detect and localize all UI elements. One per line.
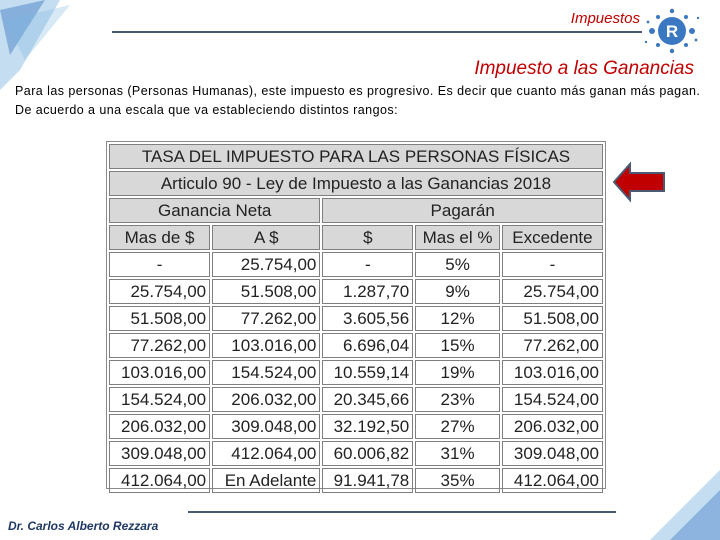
table-cell: 25.754,00 (109, 279, 210, 304)
table-cell: 309.048,00 (212, 414, 320, 439)
table-cell: 154.524,00 (502, 387, 603, 412)
table-cell: 23% (415, 387, 500, 412)
header-divider (112, 31, 642, 33)
logo-icon (640, 4, 704, 58)
table-cell: 51.508,00 (109, 306, 210, 331)
intro-paragraph: Para las personas (Personas Humanas), este impuesto es progresivo. Es decir que cuanto más ganan más pagan. De acuerdo a una escala que va estableciendo distintos rangos: (15, 84, 701, 117)
top-left-decoration (0, 0, 110, 90)
footer-divider (188, 511, 616, 513)
table-cell: 20.345,66 (322, 387, 413, 412)
group-header-pagaran: Pagarán (322, 198, 603, 223)
table-cell: 10.559,14 (322, 360, 413, 385)
table-row (109, 306, 603, 331)
table-row (109, 468, 603, 493)
footer-author: Dr. Carlos Alberto Rezzara (8, 519, 159, 533)
table-cell: 412.064,00 (212, 441, 320, 466)
table-cell: 77.262,00 (109, 333, 210, 358)
table-row (109, 360, 603, 385)
table-row (109, 387, 603, 412)
table-cell: 91.941,78 (322, 468, 413, 493)
table-cell: 32.192,50 (322, 414, 413, 439)
table-cell: 15% (415, 333, 500, 358)
table-cell: 1.287,70 (322, 279, 413, 304)
table-row (109, 333, 603, 358)
table-row (109, 414, 603, 439)
table-cell: 77.262,00 (502, 333, 603, 358)
table-cell: 25.754,00 (502, 279, 603, 304)
table-cell: En Adelante (212, 468, 320, 493)
table-cell: - (322, 252, 413, 277)
table-cell: 412.064,00 (502, 468, 603, 493)
section-title: Impuestos (570, 10, 640, 27)
table-cell: 103.016,00 (109, 360, 210, 385)
table-cell: 19% (415, 360, 500, 385)
table-cell: 77.262,00 (212, 306, 320, 331)
table-cell: 412.064,00 (109, 468, 210, 493)
table-cell: 31% (415, 441, 500, 466)
table-row (109, 252, 603, 277)
table-cell: 309.048,00 (502, 441, 603, 466)
table-cell: 3.605,56 (322, 306, 413, 331)
table-cell: 206.032,00 (212, 387, 320, 412)
table-cell: 9% (415, 279, 500, 304)
bottom-right-decoration (640, 470, 720, 540)
table-cell: - (109, 252, 210, 277)
tax-rate-table (107, 142, 605, 495)
table-cell: 35% (415, 468, 500, 493)
table-cell: 25.754,00 (212, 252, 320, 277)
column-header: Excedente (502, 225, 603, 250)
column-header: A $ (212, 225, 320, 250)
table-subtitle: Articulo 90 - Ley de Impuesto a las Ganancias 2018 (109, 171, 603, 196)
table-row (109, 441, 603, 466)
table-body (109, 252, 603, 493)
table-cell: 154.524,00 (212, 360, 320, 385)
table-cell: 103.016,00 (212, 333, 320, 358)
table-cell: 60.006,82 (322, 441, 413, 466)
table-cell: - (502, 252, 603, 277)
table-cell: 5% (415, 252, 500, 277)
table-cell: 206.032,00 (502, 414, 603, 439)
table-cell: 6.696,04 (322, 333, 413, 358)
column-header: Mas el % (415, 225, 500, 250)
column-header: $ (322, 225, 413, 250)
table-cell: 206.032,00 (109, 414, 210, 439)
table-cell: 154.524,00 (109, 387, 210, 412)
table-cell: 12% (415, 306, 500, 331)
table-cell: 103.016,00 (502, 360, 603, 385)
table-row (109, 279, 603, 304)
table-cell: 51.508,00 (502, 306, 603, 331)
slide-title: Impuesto a las Ganancias (474, 58, 694, 79)
group-header-ganancia-neta: Ganancia Neta (109, 198, 320, 223)
table-cell: 309.048,00 (109, 441, 210, 466)
tax-table-container (106, 141, 606, 489)
table-cell: 27% (415, 414, 500, 439)
table-cell: 51.508,00 (212, 279, 320, 304)
left-arrow-icon (612, 160, 666, 204)
column-header: Mas de $ (109, 225, 210, 250)
table-title: TASA DEL IMPUESTO PARA LAS PERSONAS FÍSICAS (109, 144, 603, 169)
logo-letter: R (665, 22, 679, 41)
